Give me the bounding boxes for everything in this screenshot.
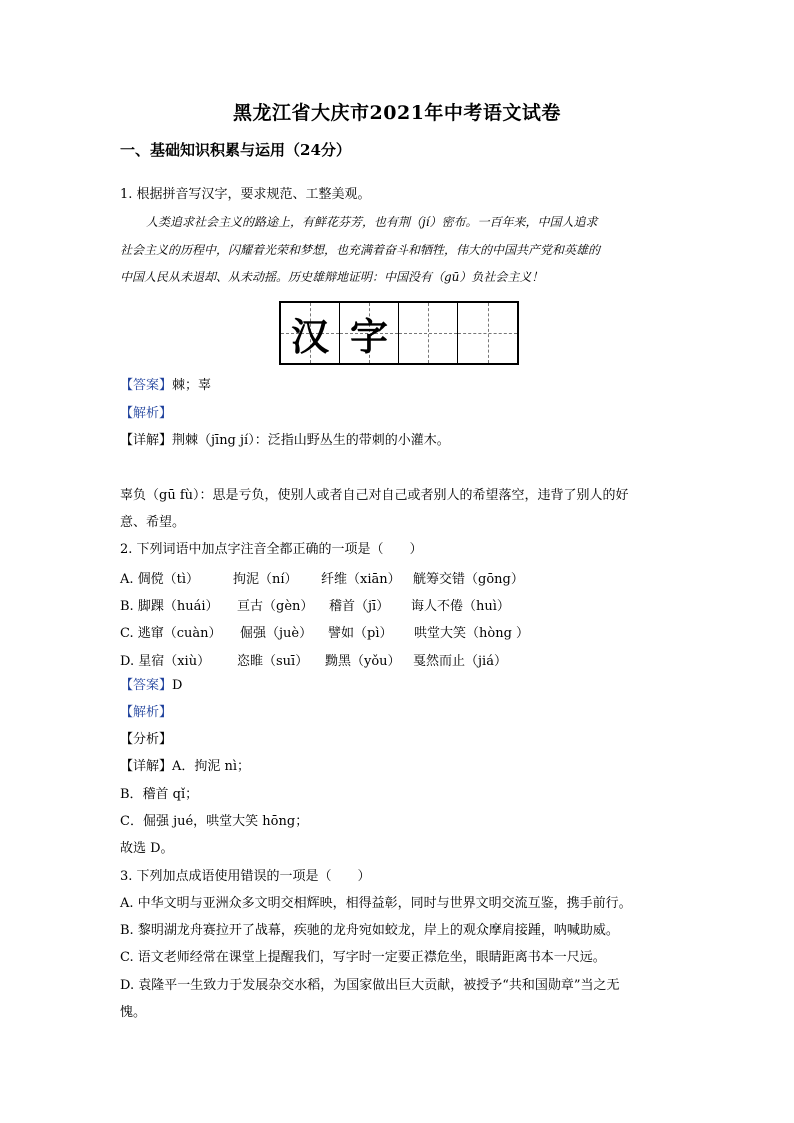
grid-character: 汉	[290, 314, 329, 359]
q2-prompt: 2. 下列词语中加点字注音全都正确的一项是（ ）	[120, 542, 423, 557]
q2-option-d: D. 星宿（xiù） 恣睢（suī） 黝黑（yǒu） 戛然而止（jiá）	[120, 654, 507, 669]
q2-option-a: A. 倜傥（tì） 拘泥（ní） 纤维（xiān） 觥筹交错（gōng）	[120, 572, 524, 587]
answer-text: D	[172, 678, 183, 693]
q2-analysis-tag: 【解析】	[120, 705, 173, 720]
writing-grid	[279, 301, 519, 365]
q1-detail-2: 辜负（gū fù）：思是亏负，使别人或者自己对自己或者别人的希望落空，违背了别人的好	[120, 488, 629, 503]
q3-option-c: C. 语文老师经常在课堂上提醒我们，写字时一定要正襟危坐，眼睛距离书本一尺远。	[120, 950, 606, 965]
grid-cell	[399, 303, 458, 363]
grid-cell	[340, 303, 399, 363]
answer-text: 棘；辜	[172, 378, 212, 393]
q1-passage-line-3: 中国人民从未退却、从未动摇。历史雄辩地证明：中国没有（gū）负社会主义！	[120, 270, 544, 284]
q1-detail: 【详解】荆棘（jīng jí）：泛指山野丛生的带刺的小灌木。	[120, 433, 450, 448]
q2-answer	[120, 677, 182, 695]
q2-fenxi: 【分析】	[120, 732, 173, 747]
q1-answer	[120, 377, 211, 395]
section-heading: 一、基础知识积累与运用（24分）	[120, 141, 351, 159]
q3-option-d: D. 袁隆平一生致力于发展杂交水稻，为国家做出巨大贡献，被授予“共和国勋章”当之无	[120, 978, 620, 993]
q2-option-c: C. 逃窜（cuàn） 倔强（juè） 譬如（pì） 哄堂大笑（hòng ）	[120, 626, 530, 641]
q3-prompt: 3. 下列加点成语使用错误的一项是（ ）	[120, 869, 371, 884]
q1-analysis-tag: 【解析】	[120, 406, 173, 421]
q3-option-a: A. 中华文明与亚洲众多文明交相辉映，相得益彰，同时与世界文明交流互鉴，携手前行。	[120, 896, 632, 911]
q2-detail: 【详解】A．拘泥 nì；	[120, 759, 251, 774]
answer-tag: 【答案】	[120, 378, 173, 393]
q2-detail-c: C．倔强 jué，哄堂大笑 hōng；	[120, 814, 309, 829]
q3-option-d-cont: 愧。	[120, 1005, 147, 1020]
grid-cell	[458, 303, 517, 363]
q1-passage-line-1: 人类追求社会主义的路途上，有鲜花芬芳，也有荆（jí）密布。一百年来，中国人追求	[146, 215, 598, 229]
grid-cell	[281, 303, 340, 363]
q2-conclusion: 故选 D。	[120, 841, 174, 856]
q2-option-b: B. 脚踝（huái） 亘古（gèn） 稽首（jī） 诲人不倦（huì）	[120, 599, 510, 614]
q3-option-b: B. 黎明湖龙舟赛拉开了战幕，疾驰的龙舟宛如蛟龙，岸上的观众摩肩接踵，呐喊助威。	[120, 923, 619, 938]
q1-detail-2-cont: 意、希望。	[120, 515, 186, 530]
q1-prompt: 1. 根据拼音写汉字，要求规范、工整美观。	[120, 187, 371, 202]
page-title: 黑龙江省大庆市2021年中考语文试卷	[233, 102, 561, 124]
answer-tag: 【答案】	[120, 678, 173, 693]
q1-passage-line-2: 社会主义的历程中，闪耀着光荣和梦想，也充满着奋斗和牺牲，伟大的中国共产党和英雄的	[120, 243, 601, 257]
grid-character: 字	[349, 314, 388, 359]
q2-detail-b: B．稽首 qǐ；	[120, 787, 199, 802]
